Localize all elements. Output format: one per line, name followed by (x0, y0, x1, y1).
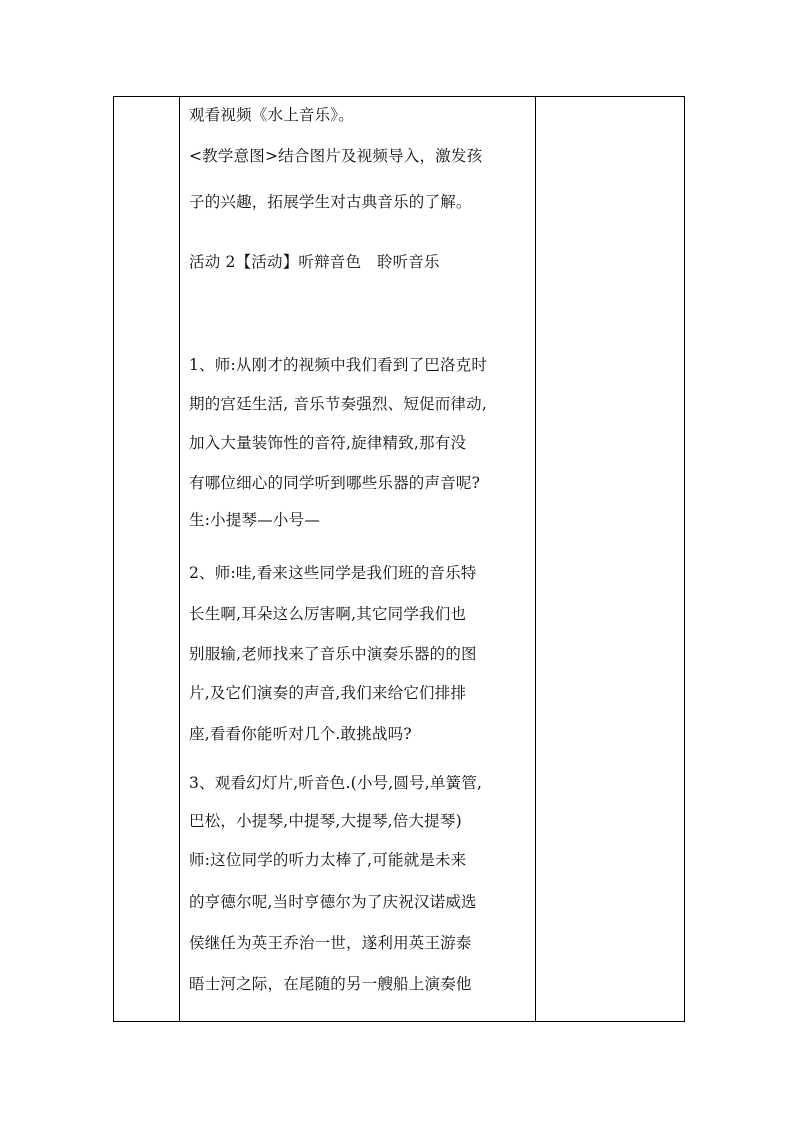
text-line: 的亨德尔呢,当时亨德尔为了庆祝汉诺威选 (189, 893, 477, 911)
text-line: 2、师:哇,看来这些同学是我们班的音乐特 (189, 564, 477, 582)
lesson-table (113, 96, 685, 1022)
text-line: 座,看看你能听对几个.敢挑战吗? (189, 725, 412, 743)
text-line: 师:这位同学的听力太棒了,可能就是未来 (189, 851, 467, 869)
text-line: 有哪位细心的同学听到哪些乐器的声音呢? (189, 474, 481, 492)
text-line: 3、观看幻灯片,听音色.(小号,圆号,单簧管, (189, 774, 483, 792)
text-line: 子的兴趣，拓展学生对古典音乐的了解。 (189, 193, 472, 211)
text-line: 1、师:从刚才的视频中我们看到了巴洛克时 (189, 356, 488, 374)
text-line: 晤士河之际，在尾随的另一艘船上演奏他 (189, 975, 472, 993)
text-line: 生:小提琴—小号— (189, 511, 321, 529)
text-line: 观看视频《水上音乐》。 (189, 106, 354, 124)
text-line: 长生啊,耳朵这么厉害啊,其它同学我们也 (189, 605, 467, 623)
text-line: 巴松，小提琴,中提琴,大提琴,倍大提琴) (189, 812, 462, 830)
text-line: <教学意图>结合图片及视频导入，激发孩 (189, 147, 483, 165)
text-line: 片,及它们演奏的声音,我们来给它们排排 (189, 684, 467, 702)
table-content-cell (180, 97, 537, 1021)
text-line: 加入大量装饰性的音符,旋律精致,那有没 (189, 434, 467, 452)
text-line: 别服输,老师找来了音乐中演奏乐器的的图 (189, 645, 477, 663)
table-right-cell (535, 97, 684, 1021)
table-left-cell (114, 97, 180, 1021)
text-line: 侯继任为英王乔治一世，遂利用英王游泰 (189, 934, 472, 952)
text-line: 期的宫廷生活, 音乐节奏强烈、短促而律动, (189, 395, 487, 413)
activity-heading: 活动 2【活动】听辩音色 聆听音乐 (189, 253, 440, 271)
